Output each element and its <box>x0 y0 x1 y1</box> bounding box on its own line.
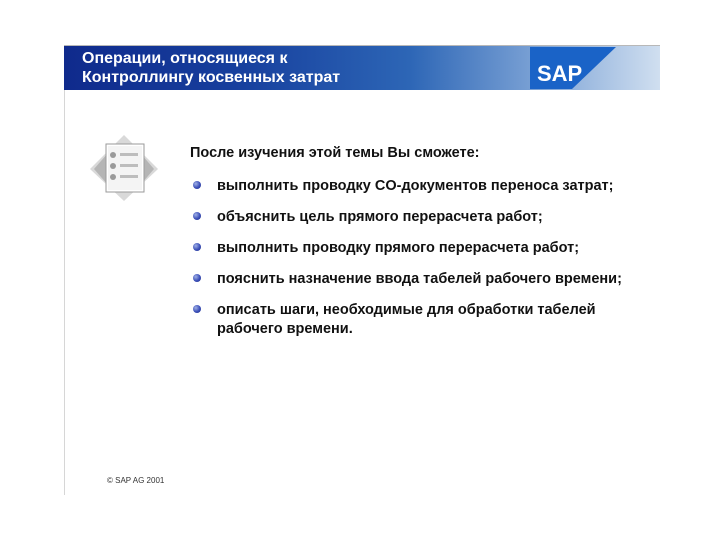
list-item-label: пояснить назначение ввода табелей рабочего времени; <box>217 271 622 287</box>
bullet-dot-icon <box>193 305 201 313</box>
intro-text: После изучения этой темы Вы сможете: <box>190 145 480 161</box>
bullet-dot-icon <box>193 181 201 189</box>
list-item-label: описать шаги, необходимые для обработки табелей рабочего времени. <box>217 302 596 337</box>
list-item <box>190 301 630 339</box>
bullet-dot-icon <box>193 212 201 220</box>
list-item-label: выполнить проводку прямого перерасчета работ; <box>217 240 580 256</box>
list-item-label: объяснить цель прямого перерасчета работ; <box>217 209 543 225</box>
list-item <box>190 270 630 289</box>
bullet-list <box>190 177 630 339</box>
content-area <box>190 145 630 351</box>
list-item <box>190 177 630 196</box>
sap-logo-text: SAP <box>537 61 583 86</box>
bullet-dot-icon <box>193 243 201 251</box>
list-item <box>190 239 630 258</box>
copyright-notice: © SAP AG 2001 <box>107 476 165 485</box>
slide-title: Операции, относящиеся к Контроллингу косвенных затрат <box>82 50 341 86</box>
agenda-list-icon <box>88 133 160 203</box>
list-item <box>190 208 630 227</box>
list-item-label: выполнить проводку CO-документов переноса затрат; <box>217 178 614 194</box>
sap-logo <box>530 47 616 89</box>
bullet-dot-icon <box>193 274 201 282</box>
